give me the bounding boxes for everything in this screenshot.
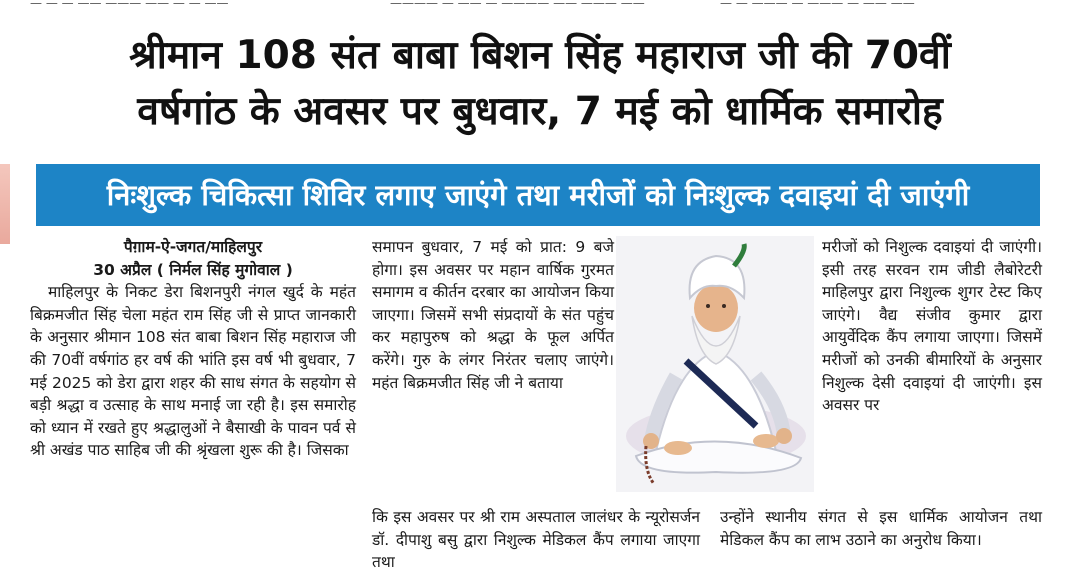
- paragraph-3-continued: उन्होंने स्थानीय संगत से इस धार्मिक आयोजन तथा मेडिकल कैंप का लाभ उठाने का अनुरोध किया।: [720, 508, 1042, 549]
- paragraph-1: माहिलपुर के निकट डेरा बिशनपुरी नंगल खुर्द के महंत बिक्रमजीत सिंह चेला महंत राम सिंह जी से प्राप्त जानकारी के अनुसार श्रीमान 108 संत बाबा बिशन सिंह महाराज जी की 70वीं वर्षगांठ हर वर्ष की भांति इस वर्ष भी बुधवार, 7 मई 2025 को डेरा द्वारा शहर की साध संगत के सहयोग से बड़ी श्रद्धा व उत्साह के साथ मनाई जा रही है। इस समारोह को ध्यान में रखते हुए श्रद्धालुओं ने बैसाखी के पावन पर्व से श्री अखंड पाठ साहिब जी की श्रृंखला शुरू की है। जिसका: [30, 283, 356, 460]
- article-column-2: [372, 236, 614, 394]
- article-column-3-continued: [720, 506, 1042, 551]
- saint-portrait-image: [616, 236, 814, 492]
- article-column-1: [30, 236, 356, 462]
- subheadline-banner: निःशुल्क चिकित्सा शिविर लगाए जाएंगे तथा मरीजों को निःशुल्क दवाइयां दी जाएंगी: [36, 164, 1040, 226]
- paragraph-3: मरीजों को निशुल्क दवाइयां दी जाएंगी। इसी तरह सरवन राम जीडी लैबोरेटरी माहिलपुर द्वारा निशुल्क शुगर टेस्ट किए जाएंगे। वैद्य संजीव कुमार द्वारा आयुर्वेदिक कैंप लगाया जाएगा। जिसमें मरीजों को उनकी बीमारियों के अनुसार निशुल्क देसी दवाइयां दी जाएंगी। इस अवसर पर: [822, 238, 1042, 415]
- cropped-previous-text: — — — —— ——— —— — — —— ———— — —— — ———— —— ——— —— — — ——— — ——— — —— ——: [30, 0, 915, 10]
- cropped-left-column: [0, 24, 22, 584]
- cropped-photo-edge: [0, 164, 10, 244]
- dateline: 30 अप्रैल ( निर्मल सिंह मुगोवाल ): [93, 260, 293, 279]
- article-column-2-continued: [372, 506, 700, 574]
- paragraph-2: समापन बुधवार, 7 मई को प्रात: 9 बजे होगा। इस अवसर पर महान वार्षिक गुरमत समागम व कीर्तन दरबार का आयोजन किया जाएगा। जिसमें सभी संप्रदायों के संत पहुंच कर महापुरुष को श्रद्धा के फूल अर्पित करेंगे। गुरु के लंगर निरंतर चलाए जाएंगे। महंत बिक्रमजीत सिंह जी ने बताया: [372, 238, 614, 392]
- headline: [30, 28, 1050, 140]
- paragraph-2-continued: कि इस अवसर पर श्री राम अस्पताल जालंधर के न्यूरोसर्जन डॉ. दीपाशु बसु द्वारा निशुल्क मेडिकल कैंप लगाया जाएगा तथा: [372, 508, 700, 572]
- headline-line-1: श्रीमान 108 संत बाबा बिशन सिंह महाराज जी की 70वीं: [129, 33, 951, 78]
- article-column-3: [822, 236, 1042, 417]
- portrait-illustration: [616, 236, 814, 492]
- byline: पैग़ाम-ऐ-जगत/माहिलपुर: [123, 238, 263, 256]
- headline-line-2: वर्षगांठ के अवसर पर बुधवार, 7 मई को धार्मिक समारोह: [137, 89, 943, 134]
